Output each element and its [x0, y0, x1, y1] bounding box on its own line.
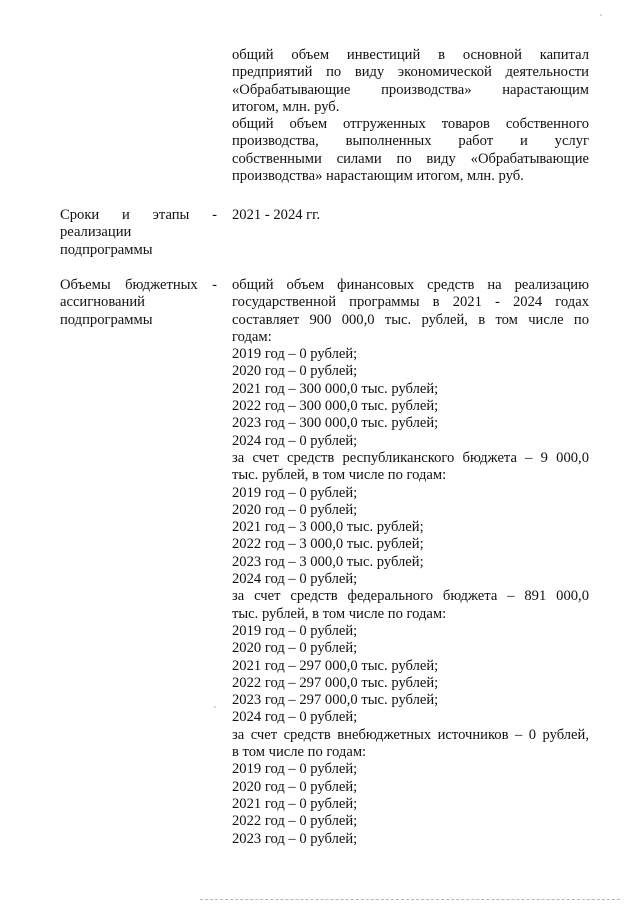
- year-line: 2021 год – 300 000,0 тыс. рублей;: [232, 380, 439, 397]
- page-bottom-edge: [200, 899, 620, 900]
- text-line: тыс. рублей, в том числе по годам:: [232, 605, 447, 622]
- year-line: 2019 год – 0 рублей;: [232, 622, 358, 639]
- year-line: 2020 год – 0 рублей;: [232, 363, 358, 380]
- text-line: общий объем отгруженных товаров собственного: [232, 116, 589, 133]
- budget-label: [60, 277, 217, 329]
- label-line: реализации: [60, 224, 132, 241]
- year-line: 2019 год – 0 рублей;: [232, 346, 358, 363]
- budget-value: [232, 277, 589, 848]
- terms-value-text: 2021 - 2024 гг.: [232, 207, 321, 223]
- text-line: за счет средств республиканского бюджета – 9 000,0: [232, 449, 589, 466]
- scan-artifact: [600, 14, 602, 16]
- year-line: 2023 год – 297 000,0 тыс. рублей;: [232, 692, 439, 709]
- year-line: 2020 год – 0 рублей;: [232, 501, 358, 518]
- text-line: предприятий по виду экономической деятельности: [232, 64, 589, 81]
- year-line: 2019 год – 0 рублей;: [232, 484, 358, 501]
- label-line: Сроки и этапы -: [60, 207, 217, 223]
- text-line: производства» нарастающим итогом, млн. руб.: [232, 168, 524, 185]
- text-line: тыс. рублей, в том числе по годам:: [232, 467, 447, 484]
- label-line: подпрограммы: [60, 241, 153, 258]
- text-line: общий объем финансовых средств на реализацию: [232, 277, 589, 293]
- scan-artifact: [214, 706, 216, 708]
- year-line: 2022 год – 3 000,0 тыс. рублей;: [232, 536, 424, 553]
- year-line: 2020 год – 0 рублей;: [232, 640, 358, 657]
- year-line: 2024 год – 0 рублей;: [232, 709, 358, 726]
- text-line: в том числе по годам:: [232, 744, 367, 761]
- terms-value: [232, 207, 589, 224]
- year-line: 2022 год – 300 000,0 тыс. рублей;: [232, 398, 439, 415]
- year-line: 2024 год – 0 рублей;: [232, 571, 358, 588]
- year-line: 2024 год – 0 рублей;: [232, 432, 358, 449]
- year-line: 2020 год – 0 рублей;: [232, 778, 358, 795]
- text-line: общий объем инвестиций в основной капитал: [232, 47, 589, 63]
- label-line: подпрограммы: [60, 311, 153, 328]
- text-line: годам:: [232, 328, 272, 345]
- year-line: 2022 год – 297 000,0 тыс. рублей;: [232, 674, 439, 691]
- year-line: 2021 год – 0 рублей;: [232, 795, 358, 812]
- text-line: за счет средств внебюджетных источников – 0 рублей,: [232, 726, 589, 743]
- label-line: Объемы бюджетных -: [60, 277, 217, 293]
- year-line: 2023 год – 3 000,0 тыс. рублей;: [232, 553, 424, 570]
- year-line: 2019 год – 0 рублей;: [232, 761, 358, 778]
- year-line: 2021 год – 297 000,0 тыс. рублей;: [232, 657, 439, 674]
- text-line: составляет 900 000,0 тыс. рублей, в том числе по: [232, 311, 589, 328]
- text-line: за счет средств федерального бюджета – 891 000,0: [232, 588, 589, 605]
- text-line: производства, выполненных работ и услуг: [232, 133, 589, 150]
- text-line: государственной программы в 2021 - 2024 годах: [232, 294, 589, 311]
- year-line: 2021 год – 3 000,0 тыс. рублей;: [232, 519, 424, 536]
- indicators-block: [232, 47, 589, 185]
- label-line: ассигнований: [60, 294, 145, 311]
- text-line: «Обрабатывающие производства» нарастающим: [232, 81, 589, 98]
- text-line: собственными силами по виду «Обрабатывающие: [232, 150, 589, 167]
- year-line: 2023 год – 300 000,0 тыс. рублей;: [232, 415, 439, 432]
- terms-label: [60, 207, 217, 259]
- year-line: 2023 год – 0 рублей;: [232, 830, 358, 847]
- year-line: 2022 год – 0 рублей;: [232, 813, 358, 830]
- text-line: итогом, млн. руб.: [232, 98, 340, 115]
